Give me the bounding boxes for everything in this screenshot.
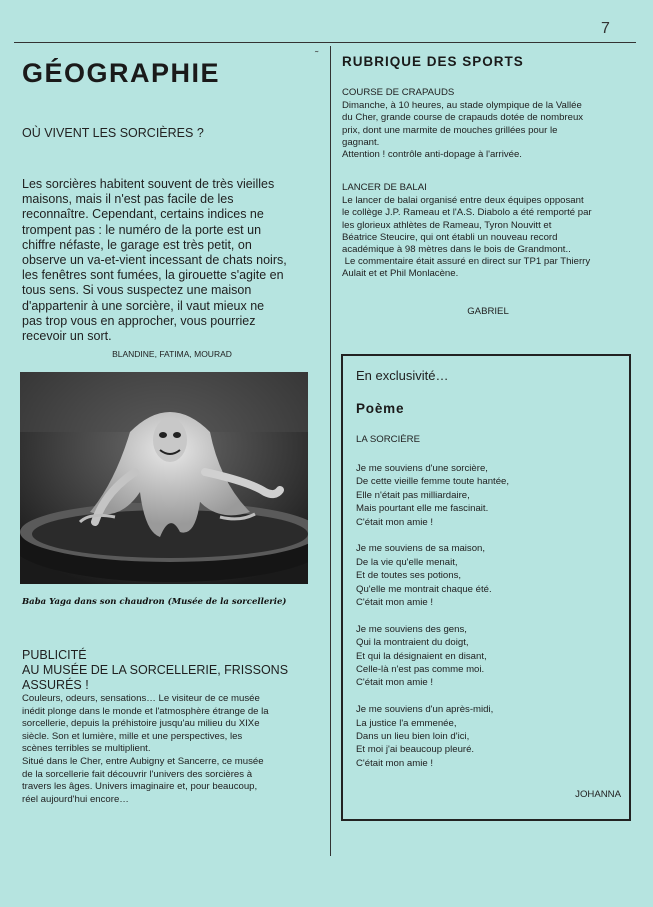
poem-line: Je me souviens des gens,	[356, 623, 467, 635]
sports-article-line: Le commentaire était assuré en direct sur TP1 par Thierry	[342, 256, 591, 268]
publicity-line: inédit plonge dans le monde et l'atmosphère étrange de la	[22, 705, 269, 717]
geography-body	[22, 177, 322, 344]
poem-line: Je me souviens d'un après-midi,	[356, 704, 494, 716]
poem-line: De cette vieille femme toute hantée,	[356, 476, 510, 488]
sports-article-line: le collège J.P. Rameau et l'A.S. Diabolo a été remporté par	[342, 207, 592, 219]
page-number: 7	[601, 20, 610, 37]
poem-title: LA SORCIÈRE	[356, 434, 420, 445]
poem-heading: Poème	[356, 401, 405, 416]
publicity-line: Situé dans le Cher, entre Aubigny et Sancerre, ce musée	[22, 755, 264, 767]
publicity-title-line: PUBLICITÉ	[22, 648, 87, 662]
poem-line: Elle n'était pas milliardaire,	[356, 489, 470, 501]
sports-author: GABRIEL	[467, 306, 509, 317]
geography-line: trompent pas : le numéro de la porte est un	[22, 222, 262, 237]
geography-line: reconnaître. Cependant, certains indices ne	[22, 207, 264, 222]
poem-line: C'était mon amie !	[356, 516, 434, 528]
sports-article-line: Aulait et et Phil Monlacène.	[342, 268, 459, 280]
geography-line: Les sorcières habitent souvent de très vieilles	[22, 177, 275, 191]
publicity-title-line: AU MUSÉE DE LA SORCELLERIE, FRISSONS	[22, 663, 289, 677]
geography-line: tous sens. Si vous suspectez une maison	[22, 283, 252, 298]
poem-line: Qu'elle me montrait chaque été.	[356, 583, 492, 595]
poem-line: C'était mon amie !	[356, 677, 434, 689]
poem-line: La justice l'a emmenée,	[356, 717, 457, 729]
publicity-line: Couleurs, odeurs, sensations… Le visiteur de ce musée	[22, 693, 260, 704]
poem-author: JOHANNA	[575, 789, 621, 800]
sports-article-line: prix, dont une marmite de mouches grillées pour le	[342, 124, 558, 136]
publicity-body	[22, 693, 322, 806]
geography-line: observe un va-et-vient incessant de chats noirs,	[22, 253, 287, 268]
poem-stanza	[356, 462, 621, 529]
photo-caption: Baba Yaga dans son chaudron (Musée de la sorcellerie)	[22, 597, 287, 607]
poem-line: Et de toutes ses potions,	[356, 570, 462, 582]
publicity-line: siècle. Son et lumière, mille et une perspectives, les	[22, 730, 243, 742]
exclusive-label: En exclusivité…	[356, 368, 449, 383]
poem-line: Et moi j'ai beaucoup pleuré.	[356, 744, 475, 756]
sports-article-line: Le lancer de balai organisé entre deux équipes opposant	[342, 195, 584, 207]
geography-line: recevoir un sort.	[22, 329, 112, 344]
poem-line: Et qui la désignaient en disant,	[356, 650, 487, 662]
poem-line: Qui la montraient du doigt,	[356, 637, 469, 649]
poem-line: Celle-là n'est pas comme moi.	[356, 664, 485, 676]
header-rule	[14, 42, 636, 43]
poem-stanza	[356, 542, 621, 609]
publicity-title-line: ASSURÉS !	[22, 678, 89, 692]
poem-line: C'était mon amie !	[356, 597, 434, 609]
geography-line: d'appartenir à une sorcière, il vaut mieux ne	[22, 298, 265, 313]
sports-article-heading: LANCER DE BALAI	[342, 182, 427, 193]
sports-article-heading: COURSE DE CRAPAUDS	[342, 87, 455, 98]
geography-question: OÙ VIVENT LES SORCIÈRES ?	[22, 126, 204, 140]
geography-line: pas trop vous en approcher, vous pourriez	[22, 313, 256, 328]
geography-line: maisons, mais il n'est pas facile de les	[22, 192, 234, 207]
publicity-line: travers les âges. Univers imaginaire et, pour beaucoup,	[22, 781, 258, 793]
baba-yaga-photo	[20, 372, 308, 584]
sports-article-line: Béatrice Steucire, qui ont établi un nouveau record	[342, 231, 558, 243]
geography-title: GÉOGRAPHIE	[22, 58, 221, 88]
publicity-line: sorcellerie, depuis la préhistoire jusqu'au milieu du XIXe	[22, 718, 260, 730]
divider-tick: ˜	[315, 50, 319, 61]
sports-article-toad-race	[342, 87, 634, 161]
geography-line: chiffre néfaste, le garage est très petit, on	[22, 237, 252, 252]
baba-yaga-illustration	[20, 372, 308, 584]
sports-article-line: gagnant.	[342, 136, 380, 148]
poem-stanza	[356, 703, 621, 770]
sports-article-line: Attention ! contrôle anti-dopage à l'arrivée.	[342, 149, 522, 161]
poem-line: Je me souviens de sa maison,	[356, 543, 486, 555]
publicity-line: scènes terribles se multiplient.	[22, 743, 151, 755]
poem-line: C'était mon amie !	[356, 757, 434, 769]
sports-title: RUBRIQUE DES SPORTS	[342, 54, 524, 69]
poem-line: Mais pourtant elle me fascinait.	[356, 503, 489, 515]
sports-article-broom-throw	[342, 182, 634, 281]
sports-article-line: Dimanche, à 10 heures, au stade olympique de la Vallée	[342, 100, 582, 112]
sports-article-line: les glorieux athlètes de Rameau, Tyron Nouvitt et	[342, 219, 552, 231]
poem-line: Je me souviens d'une sorcière,	[356, 463, 488, 474]
publicity-line: de la sorcellerie fait découvrir l'univers des sorcières à	[22, 768, 253, 780]
geography-line: les fenêtres sont fumées, la girouette s'agite en	[22, 268, 284, 283]
column-divider	[330, 46, 331, 856]
publicity-article	[22, 648, 322, 806]
poem-stanza	[356, 623, 621, 690]
sports-article-line: du Cher, grande course de crapauds dotée de nombreux	[342, 112, 584, 124]
poem-line: De la vie qu'elle menait,	[356, 556, 458, 568]
sports-article-line: académique à 98 mètres dans le bois de Grandmont..	[342, 244, 571, 256]
geography-authors: BLANDINE, FATIMA, MOURAD	[112, 349, 232, 359]
publicity-title	[22, 648, 322, 693]
poem-stanzas	[356, 462, 621, 784]
poem-line: Dans un lieu bien loin d'ici,	[356, 731, 470, 743]
publicity-line: réel aujourd'hui encore…	[22, 793, 129, 805]
